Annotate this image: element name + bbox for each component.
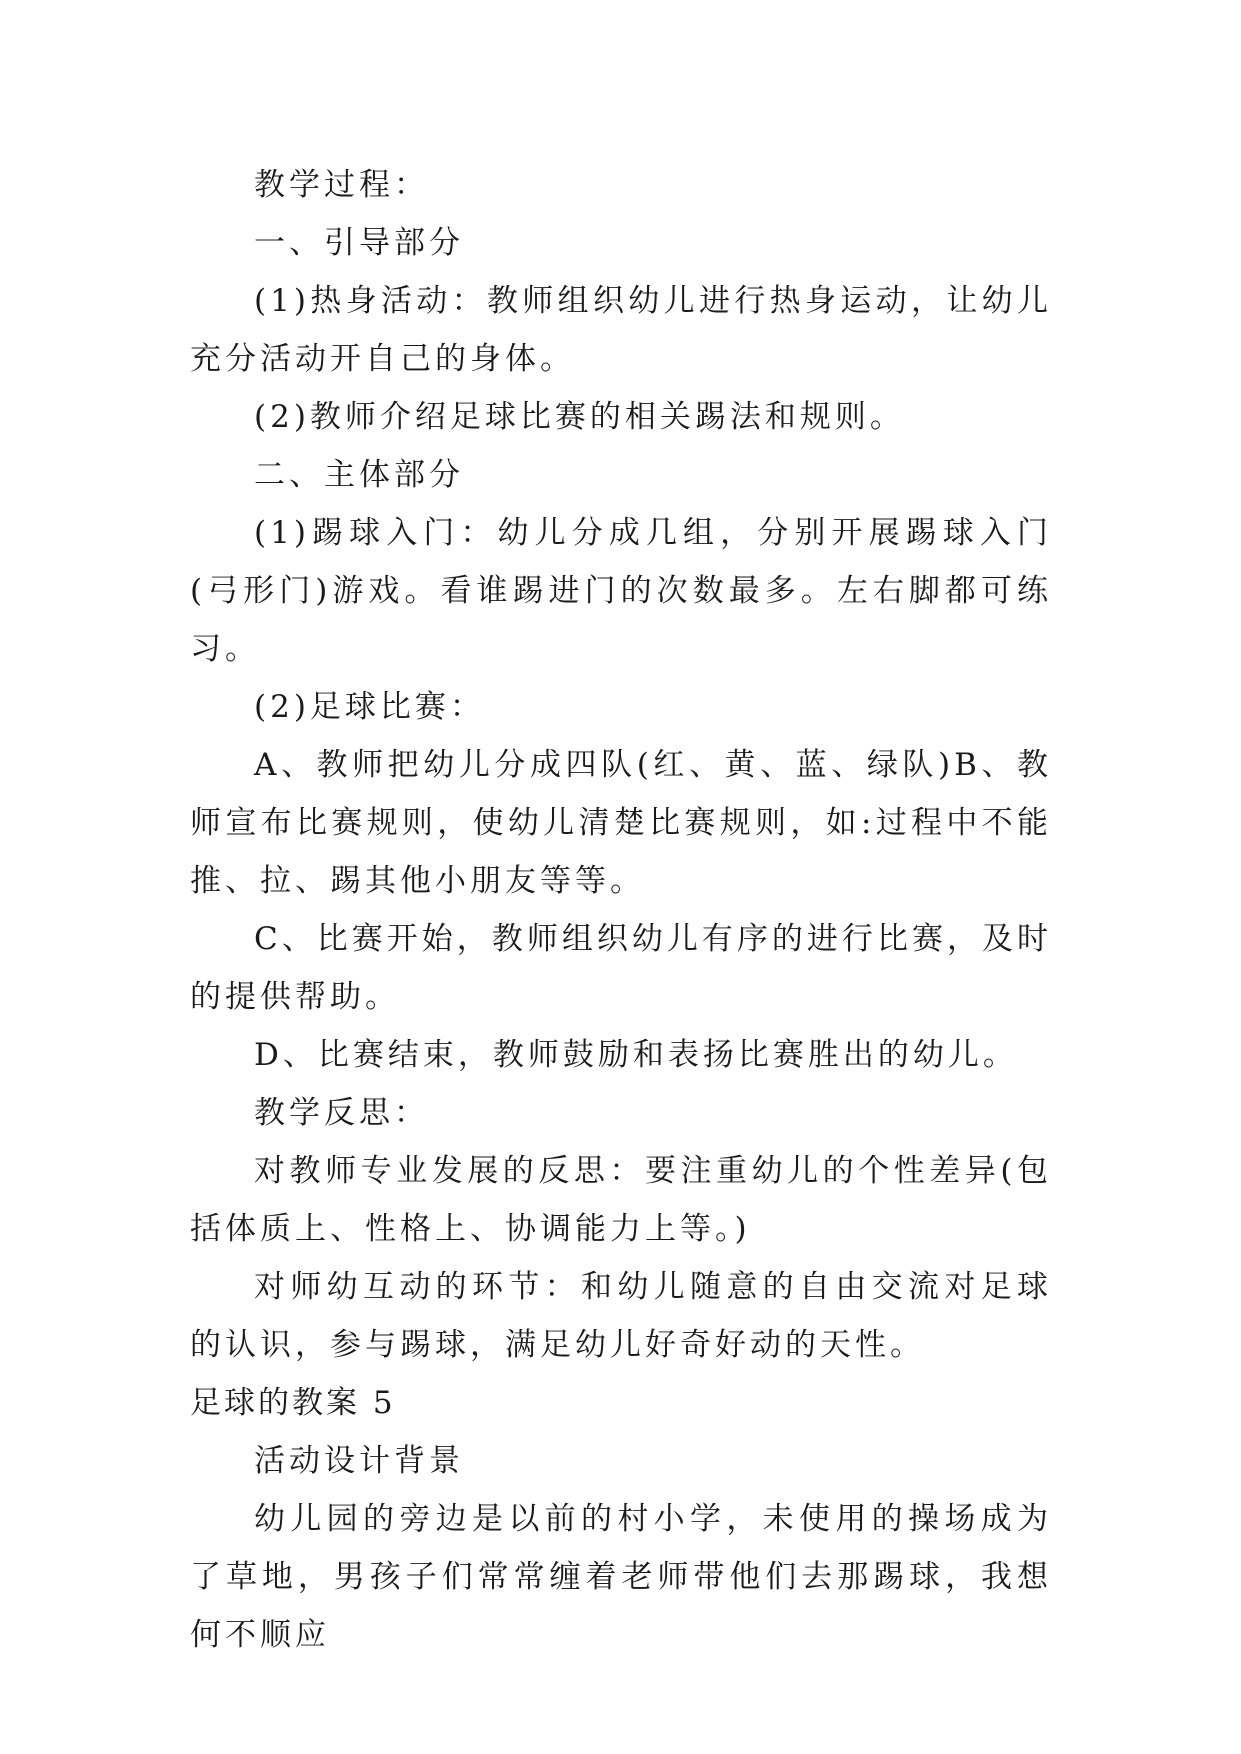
paragraph-teaching-process-label: 教学过程：: [254, 167, 429, 203]
paragraph-reflection-teacher: 对教师专业发展的反思：要注重幼儿的个性差异(包括体质上、性格上、协调能力上等。): [190, 1153, 1052, 1247]
paragraph-warmup: (1)热身活动：教师组织幼儿进行热身运动，让幼儿充分活动开自己的身体。: [190, 283, 1052, 377]
paragraph-rules-intro: (2)教师介绍足球比赛的相关踢法和规则。: [254, 399, 905, 435]
paragraph-step-d: D、比赛结束，教师鼓励和表扬比赛胜出的幼儿。: [254, 1037, 1018, 1073]
document-body: [190, 156, 1052, 1664]
section-heading-lesson-5: 足球的教案 5: [190, 1385, 396, 1421]
paragraph-activity-background-label: 活动设计背景: [254, 1443, 464, 1479]
paragraph-reflection-label: 教学反思：: [254, 1095, 429, 1131]
paragraph-football-match-label: (2)足球比赛：: [254, 689, 485, 725]
paragraph-section-2-title: 二、主体部分: [254, 457, 464, 493]
paragraph-section-1-title: 一、引导部分: [254, 225, 464, 261]
paragraph-kick-into-goal: (1)踢球入门：幼儿分成几组，分别开展踢球入门(弓形门)游戏。看谁踢进门的次数最多。左右脚都可练习。: [190, 515, 1052, 667]
paragraph-step-c: C、比赛开始，教师组织幼儿有序的进行比赛，及时的提供帮助。: [190, 921, 1052, 1015]
paragraph-reflection-interaction: 对师幼互动的环节：和幼儿随意的自由交流对足球的认识，参与踢球，满足幼儿好奇好动的天性。: [190, 1269, 1052, 1363]
paragraph-step-a-b: A、教师把幼儿分成四队(红、黄、蓝、绿队)B、教师宣布比赛规则，使幼儿清楚比赛规则，如:过程中不能推、拉、踢其他小朋友等等。: [190, 747, 1052, 899]
paragraph-activity-background: 幼儿园的旁边是以前的村小学，未使用的操场成为了草地，男孩子们常常缠着老师带他们去那踢球，我想何不顺应: [190, 1501, 1052, 1653]
